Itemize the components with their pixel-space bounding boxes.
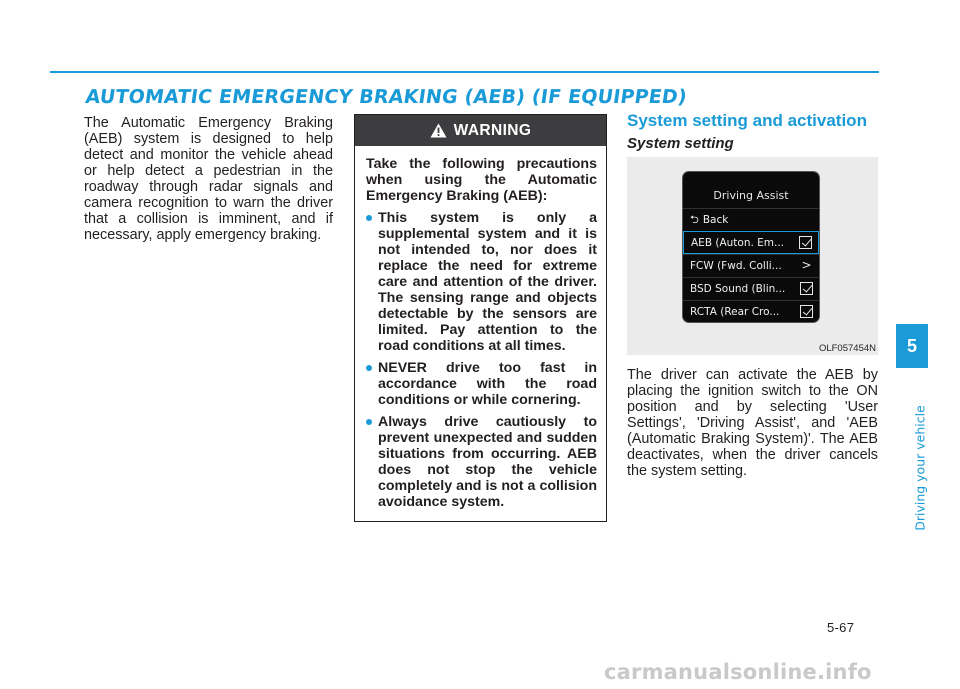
figure-code: OLF057454N — [818, 343, 876, 354]
warning-header — [355, 115, 606, 146]
activation-paragraph: The driver can activate the AEB by placing the ignition switch to the ON position and by selecting 'User Settings', 'Driving Assist', and 'AEB (Automatic Braking System)'. The AEB deactivates, when the driver cancels the system setting. — [627, 367, 878, 479]
checkbox-checked-icon — [799, 236, 812, 249]
header-rule — [50, 71, 879, 73]
figure-cluster-screen — [627, 157, 878, 355]
warning-item: This system is only a supplemental system and it is not intended to, nor does it replace the need for extreme care and attention of the driver. The sensing range and objects detectable by the sensors are limited. Pay attention to the road conditions at all times. — [366, 210, 597, 354]
checkbox-checked-icon — [800, 305, 813, 318]
subsubsection-heading: System setting — [627, 135, 734, 152]
back-arrow-icon: ⮌ — [690, 212, 699, 226]
menu-item-bsd-sound: BSD Sound (Blin... — [683, 277, 819, 300]
warning-intro: Take the following precautions when using the Automatic Emergency Braking (AEB): — [366, 156, 597, 204]
checkbox-checked-icon — [800, 282, 813, 295]
menu-item-rcta: RCTA (Rear Cro... — [683, 300, 819, 322]
warning-label: WARNING — [453, 121, 532, 139]
chapter-label: Driving your vehicle — [912, 405, 928, 531]
warning-box — [354, 114, 607, 522]
bullet-icon — [366, 215, 372, 221]
bullet-icon — [366, 419, 372, 425]
chevron-right-icon: > — [801, 258, 812, 272]
intro-paragraph: The Automatic Emergency Braking (AEB) system is designed to help detect and monitor the vehicle ahead or help detect a pedestrian in the roadway through radar signals and camera recognition to warn the driver that a collision is imminent, and if necessary, apply emergency braking. — [84, 115, 333, 243]
warning-triangle-icon — [430, 123, 447, 138]
section-title: AUTOMATIC EMERGENCY BRAKING (AEB) (IF EQUIPPED) — [84, 86, 689, 108]
page-number: 5-67 — [827, 620, 855, 635]
watermark: carmanualsonline.info — [604, 660, 872, 684]
menu-item-fcw: FCW (Fwd. Colli... > — [683, 254, 819, 277]
screen-title: Driving Assist — [713, 189, 789, 202]
warning-item: NEVER drive too fast in accordance with the road conditions or while cornering. — [366, 360, 597, 408]
subsection-heading: System setting and activation — [627, 111, 867, 130]
bullet-icon — [366, 365, 372, 371]
chapter-tab: 5 — [896, 324, 928, 368]
menu-item-aeb: AEB (Auton. Em... — [683, 231, 819, 254]
menu-back: ⮌ Back — [683, 208, 819, 231]
warning-item: Always drive cautiously to prevent unexpected and sudden situations from occurring. AEB does not stop the vehicle completely and is not a collision avoidance system. — [366, 414, 597, 510]
cluster-lcd-screen — [683, 172, 819, 322]
